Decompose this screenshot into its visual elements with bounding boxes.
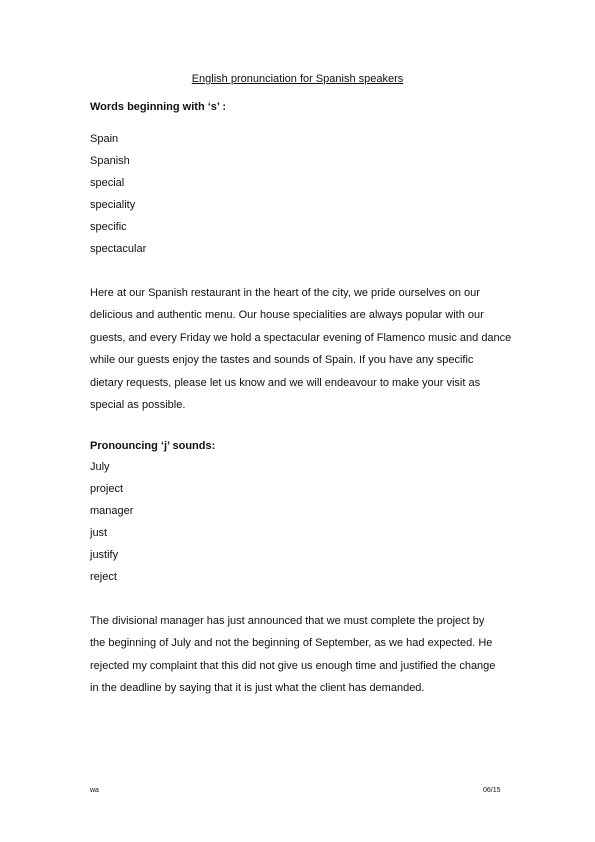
paragraph-line: guests, and every Friday we hold a spectacular evening of Flamenco music and dance [90, 331, 512, 344]
word-list-j [90, 456, 133, 588]
paragraph-line: Here at our Spanish restaurant in the heart of the city, we pride ourselves on our [90, 287, 480, 299]
list-item: specific [90, 221, 127, 233]
list-item: spectacular [90, 243, 147, 255]
list-item: special [90, 177, 125, 189]
paragraph-s [90, 282, 520, 416]
document-title: English pronunciation for Spanish speakers [191, 73, 404, 85]
list-item: justify [90, 549, 119, 561]
footer-initials: wa [90, 787, 99, 794]
paragraph-line: rejected my complaint that this did not give us enough time and justified the change [90, 659, 496, 672]
list-item: Spanish [90, 155, 130, 167]
paragraph-line: in the deadline by saying that it is just what the client has demanded. [90, 682, 425, 695]
list-item: speciality [90, 199, 136, 211]
list-item: July [90, 461, 110, 473]
list-item: reject [90, 571, 117, 583]
paragraph-line: delicious and authentic menu. Our house specialities are always popular with our [90, 309, 484, 322]
list-item: manager [90, 505, 134, 517]
footer-date: 06/15 [483, 787, 501, 794]
section-heading-j: Pronouncing ‘j’ sounds: [90, 440, 216, 452]
section-heading-s: Words beginning with ‘s’ : [90, 101, 227, 113]
paragraph-j [90, 610, 520, 700]
list-item: project [90, 483, 124, 495]
word-list-s [90, 128, 146, 260]
paragraph-line: the beginning of July and not the beginning of September, as we had expected. He [90, 637, 493, 650]
list-item: Spain [90, 133, 119, 145]
paragraph-line: dietary requests, please let us know and we will endeavour to make your visit as [90, 376, 481, 389]
paragraph-line: special as possible. [90, 399, 186, 412]
paragraph-line: while our guests enjoy the tastes and sounds of Spain. If you have any specific [90, 354, 474, 367]
list-item: just [90, 527, 108, 539]
paragraph-line: The divisional manager has just announced that we must complete the project by [90, 615, 485, 627]
